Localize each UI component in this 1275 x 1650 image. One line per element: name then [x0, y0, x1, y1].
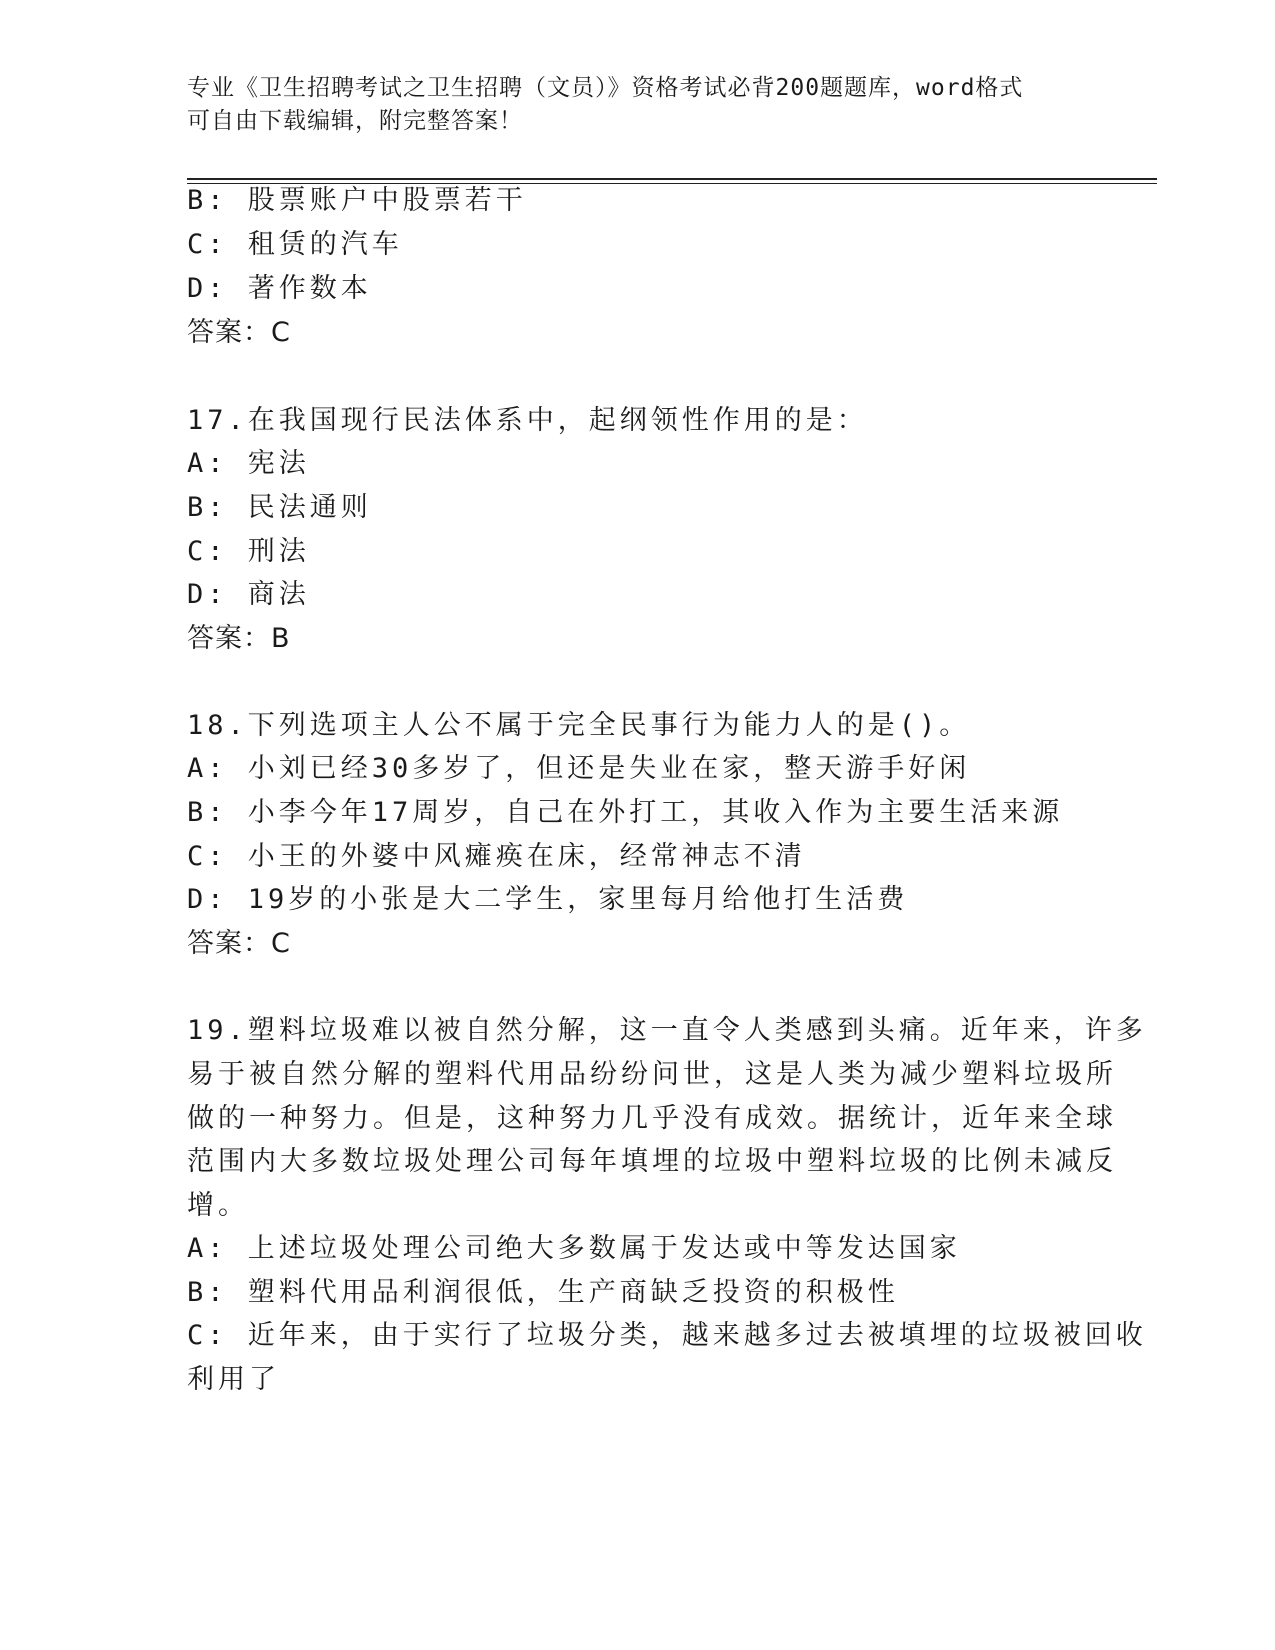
q19-option-c-line-1: C: 近年来，由于实行了垃圾分类，越来越多过去被填埋的垃圾被回收 — [187, 1320, 1147, 1351]
q18-option-a: A: 小刘已经30多岁了，但还是失业在家，整天游手好闲 — [187, 753, 971, 784]
q19-option-a: A: 上述垃圾处理公司绝大多数属于发达或中等发达国家 — [187, 1233, 961, 1264]
q17-answer: 答案：B — [187, 623, 291, 654]
q19-option-b: B: 塑料代用品利润很低，生产商缺乏投资的积极性 — [187, 1277, 899, 1308]
q19-question-line-2: 易于被自然分解的塑料代用品纷纷问世，这是人类为减少塑料垃圾所 — [187, 1059, 1117, 1090]
q16-option-d: D: 著作数本 — [187, 273, 372, 304]
q16-option-c: C: 租赁的汽车 — [187, 229, 403, 260]
q19-question-line-4: 范围内大多数垃圾处理公司每年填埋的垃圾中塑料垃圾的比例未减反 — [187, 1146, 1117, 1177]
q17-option-a: A: 宪法 — [187, 448, 310, 479]
header-line-2: 可自由下载编辑，附完整答案！ — [187, 108, 523, 134]
q19-question-line-1: 19.塑料垃圾难以被自然分解，这一直令人类感到头痛。近年来，许多 — [187, 1015, 1147, 1046]
q19-question-line-5: 增。 — [187, 1190, 249, 1221]
q18-option-b: B: 小李今年17周岁，自己在外打工，其收入作为主要生活来源 — [187, 797, 1064, 828]
header-line-1: 专业《卫生招聘考试之卫生招聘（文员）》资格考试必背200题题库，word格式 — [187, 75, 1024, 101]
document-header — [187, 72, 1067, 138]
q17-option-b: B: 民法通则 — [187, 492, 372, 523]
q18-answer: 答案：C — [187, 928, 291, 959]
q18-option-c: C: 小王的外婆中风瘫痪在床，经常神志不清 — [187, 841, 806, 872]
q16-option-b: B: 股票账户中股票若干 — [187, 185, 527, 216]
q18-option-d: D: 19岁的小张是大二学生，家里每月给他打生活费 — [187, 884, 909, 915]
q16-answer: 答案：C — [187, 317, 291, 348]
q19-question-line-3: 做的一种努力。但是，这种努力几乎没有成效。据统计，近年来全球 — [187, 1103, 1117, 1134]
q17-question: 17.在我国现行民法体系中，起纲领性作用的是： — [187, 405, 868, 436]
q17-option-d: D: 商法 — [187, 579, 310, 610]
q17-option-c: C: 刑法 — [187, 536, 310, 567]
q19-option-c-line-2: 利用了 — [187, 1364, 280, 1395]
q18-question: 18.下列选项主人公不属于完全民事行为能力人的是()。 — [187, 710, 971, 741]
